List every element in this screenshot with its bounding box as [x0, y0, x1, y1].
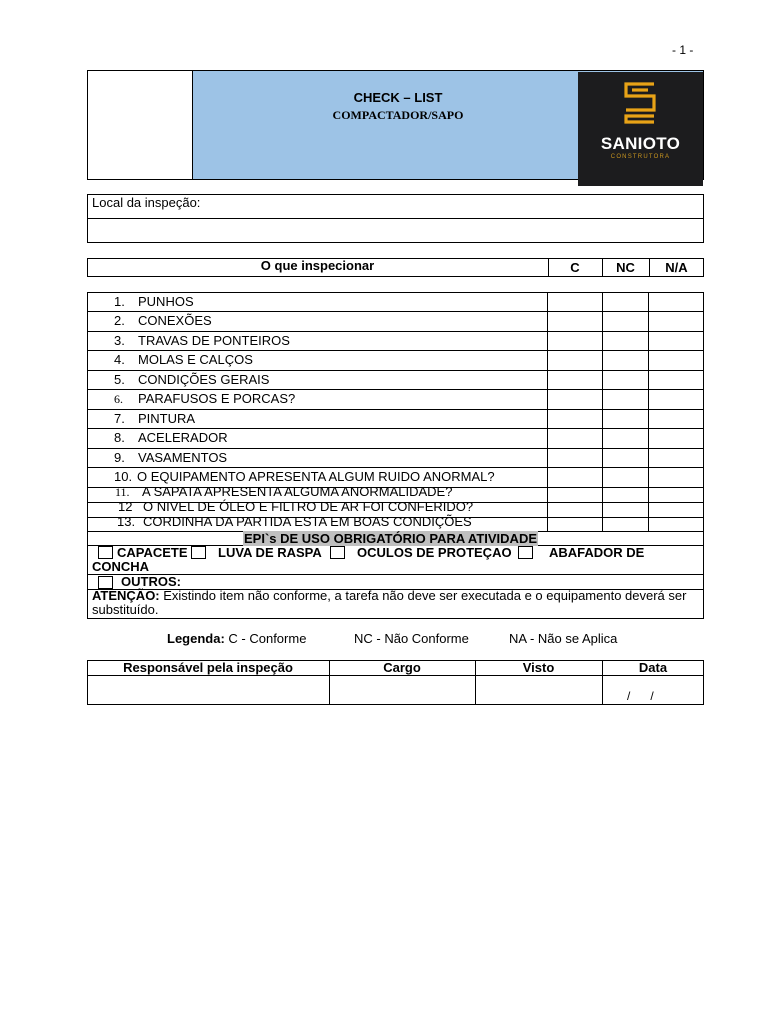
- oculos-checkbox[interactable]: [330, 546, 345, 559]
- column-header-visto: Visto: [522, 660, 555, 675]
- luva-label: LUVA DE RASPA: [218, 545, 322, 560]
- document-title: CHECK – LIST: [353, 90, 443, 105]
- column-header-cargo: Cargo: [383, 660, 421, 675]
- table-row: [87, 409, 547, 428]
- abafador-checkbox[interactable]: [518, 546, 533, 559]
- item-number: 5.: [114, 372, 125, 387]
- mark-cell-na[interactable]: [649, 429, 703, 448]
- mark-cell-nc[interactable]: [603, 332, 648, 350]
- mark-cell-c[interactable]: [548, 503, 602, 517]
- header-left-cell: [87, 70, 193, 180]
- luva-checkbox[interactable]: [191, 546, 206, 559]
- item-text: PINTURA: [138, 411, 196, 426]
- local-label: Local da inspeção:: [92, 195, 201, 210]
- mark-cell-c[interactable]: [548, 410, 602, 428]
- item-number: 11.: [115, 485, 130, 499]
- item-number: 2.: [114, 313, 125, 328]
- mark-cell-na[interactable]: [649, 390, 703, 409]
- table-row: [87, 428, 547, 448]
- mark-cell-c[interactable]: [548, 390, 602, 409]
- mark-cell-nc[interactable]: [603, 518, 648, 531]
- oculos-label: OCULOS DE PROTEÇAO: [357, 545, 512, 560]
- logo-subtitle: CONSTRUTORA: [610, 154, 671, 160]
- item-number: 12: [118, 499, 133, 514]
- atencao-text: Existindo item não conforme, a tarefa não deve ser executada e o equipamento deverá ser: [159, 588, 687, 603]
- mark-cell-c[interactable]: [548, 518, 602, 531]
- column-header-what: O que inspecionar: [260, 258, 375, 273]
- item-number: 8.: [114, 430, 125, 445]
- item-number: 4.: [114, 352, 125, 367]
- table-row: [87, 514, 547, 531]
- mark-cell-c[interactable]: [548, 429, 602, 448]
- column-header-nc: NC: [616, 260, 635, 275]
- cargo-field[interactable]: [330, 676, 475, 704]
- mark-cell-nc[interactable]: [603, 429, 648, 448]
- mark-cell-na[interactable]: [649, 312, 703, 331]
- legend-nc: NC - Não Conforme: [354, 631, 469, 646]
- mark-cell-na[interactable]: [649, 293, 703, 311]
- table-row: [87, 350, 547, 370]
- capacete-checkbox[interactable]: [98, 546, 113, 559]
- item-text: MOLAS E CALÇOS: [138, 352, 253, 367]
- mark-cell-nc[interactable]: [603, 449, 648, 467]
- legend-c-text: C - Conforme: [224, 631, 307, 646]
- mark-cell-na[interactable]: [649, 468, 703, 487]
- atencao-text-cont: substituído.: [92, 602, 159, 617]
- local-input[interactable]: [88, 219, 703, 242]
- item-number: 7.: [114, 411, 125, 426]
- document-subtitle: COMPACTADOR/SAPO: [332, 108, 464, 122]
- mark-cell-na[interactable]: [649, 518, 703, 531]
- item-number: 13.: [117, 514, 136, 529]
- mark-cell-c[interactable]: [548, 449, 602, 467]
- mark-cell-na[interactable]: [649, 332, 703, 350]
- column-header-responsavel: Responsável pela inspeção: [123, 660, 293, 675]
- mark-cell-nc[interactable]: [603, 371, 648, 389]
- mark-cell-na[interactable]: [649, 371, 703, 389]
- mark-cell-nc[interactable]: [603, 293, 648, 311]
- logo-name: SANIOTO: [600, 134, 681, 153]
- column-header-data: Data: [638, 660, 668, 675]
- mark-cell-nc[interactable]: [603, 351, 648, 370]
- legend-label: Legenda:: [167, 631, 225, 646]
- mark-cell-c[interactable]: [548, 371, 602, 389]
- item-number: 1.: [114, 294, 125, 309]
- item-text: PUNHOS: [138, 294, 194, 309]
- item-text: CONDIÇÕES GERAIS: [138, 372, 270, 387]
- legend-c: [167, 631, 306, 646]
- epi-section-title: EPI`s DE USO OBRIGATÓRIO PARA ATIVIDADE: [244, 531, 538, 546]
- item-number: 9.: [114, 450, 125, 465]
- item-number: 6.: [114, 392, 123, 406]
- mark-cell-nc[interactable]: [603, 503, 648, 517]
- outros-label: OUTROS:: [121, 574, 181, 589]
- abafador-label: ABAFADOR DE: [549, 545, 645, 560]
- page-number: - 1 -: [672, 43, 694, 57]
- date-field[interactable]: / /: [627, 689, 654, 703]
- column-header-na: N/A: [665, 260, 688, 275]
- abafador-label-cont: CONCHA: [92, 559, 150, 574]
- table-row: [87, 448, 547, 467]
- mark-cell-na[interactable]: [649, 488, 703, 502]
- mark-cell-c[interactable]: [548, 293, 602, 311]
- item-text: CONEXÕES: [138, 313, 212, 328]
- mark-cell-na[interactable]: [649, 351, 703, 370]
- company-logo: [578, 72, 703, 186]
- table-row: [87, 331, 547, 350]
- table-row: [87, 370, 547, 389]
- table-row: [87, 311, 547, 331]
- mark-cell-nc[interactable]: [603, 488, 648, 502]
- mark-cell-na[interactable]: [649, 410, 703, 428]
- mark-cell-na[interactable]: [649, 449, 703, 467]
- table-row: [87, 389, 547, 409]
- item-text: A SAPATA APRESENTA ALGUMA ANORMALIDADE?: [142, 484, 453, 499]
- logo-mark-icon: [624, 82, 656, 124]
- item-number: 3.: [114, 333, 125, 348]
- mark-cell-c[interactable]: [548, 312, 602, 331]
- mark-cell-c[interactable]: [548, 468, 602, 487]
- item-text: ACELERADOR: [138, 430, 228, 445]
- item-text: CORDINHA DA PARTIDA ESTA EM BOAS CONDIÇÕES: [143, 514, 472, 529]
- atencao-label: ATENÇÃO:: [92, 588, 160, 603]
- mark-cell-na[interactable]: [649, 503, 703, 517]
- column-header-c: C: [570, 260, 580, 275]
- mark-cell-c[interactable]: [548, 488, 602, 502]
- item-text: O EQUIPAMENTO APRESENTA ALGUM RUIDO ANORMAL?: [137, 469, 495, 484]
- item-text: VASAMENTOS: [138, 450, 228, 465]
- responsavel-field[interactable]: [88, 676, 329, 704]
- atencao-note: [92, 589, 700, 617]
- mark-cell-nc[interactable]: [603, 410, 648, 428]
- visto-field[interactable]: [476, 676, 602, 704]
- capacete-label: CAPACETE: [117, 545, 188, 560]
- mark-cell-c[interactable]: [548, 351, 602, 370]
- mark-cell-c[interactable]: [548, 332, 602, 350]
- mark-cell-nc[interactable]: [603, 468, 648, 487]
- item-number: 10.: [114, 469, 133, 484]
- legend-na: NA - Não se Aplica: [509, 631, 618, 646]
- mark-cell-nc[interactable]: [603, 390, 648, 409]
- item-text: PARAFUSOS E PORCAS?: [138, 391, 296, 406]
- table-row: [87, 292, 547, 311]
- item-text: O NIVEL DE ÓLEO E FILTRO DE AR FOI CONFERIDO?: [143, 499, 474, 514]
- mark-cell-nc[interactable]: [603, 312, 648, 331]
- item-text: TRAVAS DE PONTEIROS: [138, 333, 290, 348]
